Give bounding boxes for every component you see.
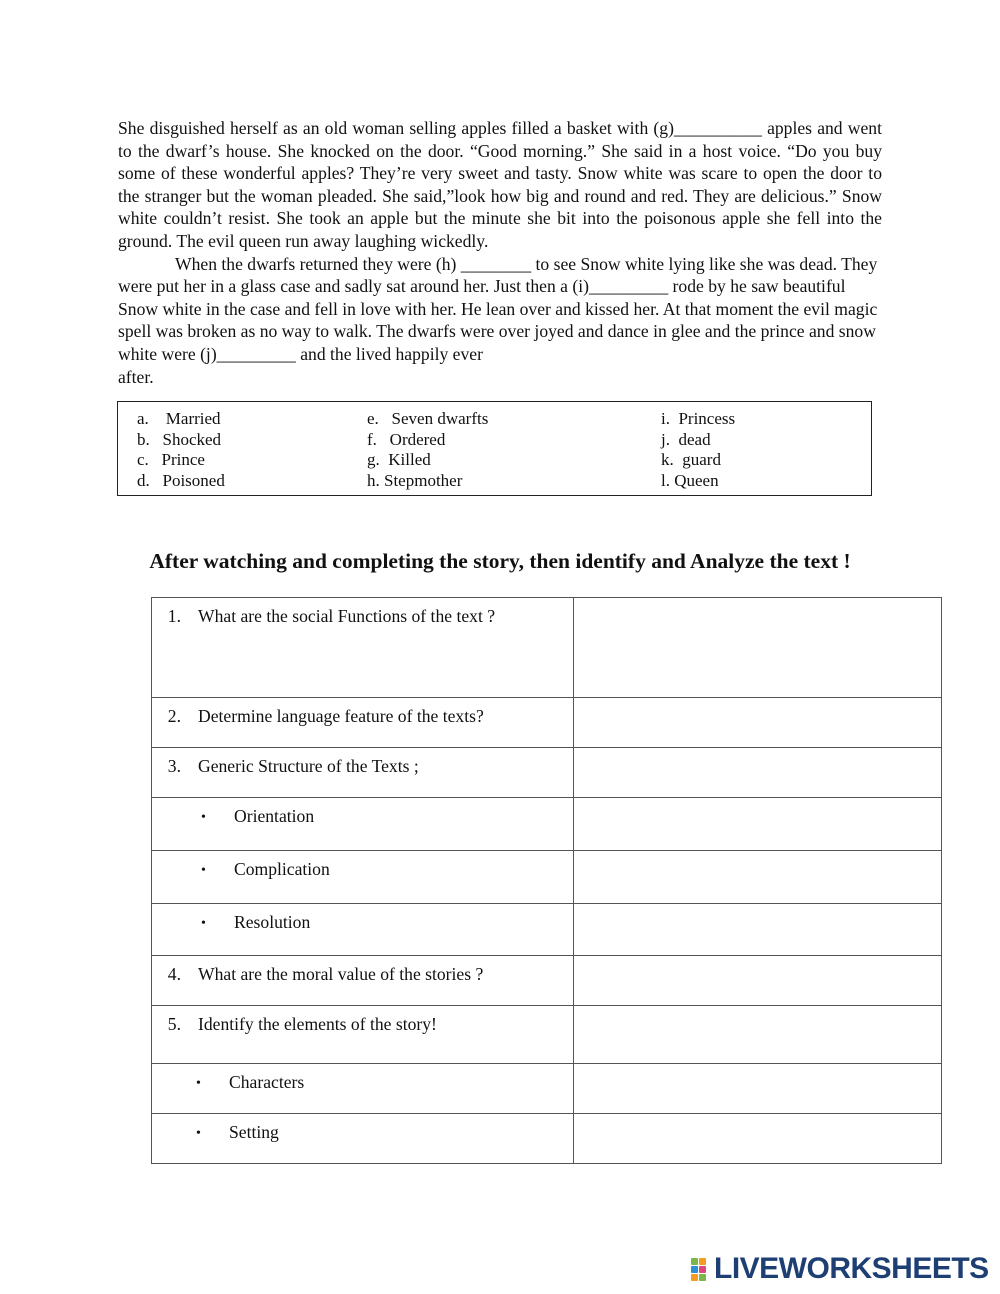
table-row	[152, 1114, 942, 1164]
table-row	[152, 598, 942, 698]
bullet-icon: •	[196, 1126, 201, 1141]
option-a: a. Married	[137, 409, 221, 428]
answer-cell[interactable]	[574, 1064, 942, 1114]
answer-cell[interactable]	[574, 904, 942, 956]
story-paragraph-1: She disguished herself as an old woman selling apples filled a basket with (g)__________ apples and went to the dwarf’s house. She knocked on the door. “Good morning.” She said in a host voice. “Do you buy some of these wonderful apples? They’re very sweet and tasty. Snow white was scare to open the door to the stranger but the woman pleaded. She said,”look how big and round and red. They are delicious.” Snow white couldn’t resist. She took an apple but the minute she bit into the poisonous apple she fell into the ground. The evil queen run away laughing wickedly.	[118, 118, 882, 251]
question-number: 4.	[167, 964, 181, 984]
logo-block	[699, 1266, 706, 1273]
answer-cell[interactable]	[574, 1006, 942, 1064]
table-row	[152, 748, 942, 798]
option-f: f. Ordered	[367, 429, 446, 449]
answer-cell[interactable]	[574, 956, 942, 1006]
answer-cell[interactable]	[574, 851, 942, 904]
question-cell	[152, 851, 574, 904]
question-cell	[152, 1064, 574, 1114]
story-paragraph-2: When the dwarfs returned they were (h) ________ to see Snow white lying like she was dead. They were put her in a glass case and sadly sat around her. Just then a (i)_________ rode by he saw beautiful Snow white in the case and fell in love with her. He lean over and kissed her. At that moment the evil magic spell was broken as no way to walk. The dwarfs were over joyed and dance in glee and the prince and snow white were (j)_________ and the lived happily ever	[118, 253, 878, 364]
option-j: j. dead	[661, 429, 711, 449]
word-options-box	[117, 401, 872, 496]
logo-block	[691, 1266, 698, 1273]
question-cell	[152, 904, 574, 956]
liveworksheets-logo	[691, 1254, 989, 1284]
table-row	[152, 1006, 942, 1064]
table-row	[152, 851, 942, 904]
logo-block	[691, 1274, 698, 1281]
live-blocks-icon	[691, 1256, 711, 1282]
table-row	[152, 1064, 942, 1114]
logo-block	[699, 1274, 706, 1281]
bullet-icon: •	[201, 810, 206, 825]
question-cell	[152, 598, 574, 698]
option-d: d. Poisoned	[137, 471, 225, 491]
question-text: Characters	[229, 1072, 305, 1092]
answer-cell[interactable]	[574, 598, 942, 698]
question-text: Determine language feature of the texts?	[198, 706, 484, 726]
option-k: k. guard	[661, 450, 721, 470]
bullet-icon: •	[201, 863, 206, 878]
story-text	[118, 117, 882, 388]
question-cell	[152, 698, 574, 748]
options-column-2	[367, 409, 488, 492]
question-number: 5.	[167, 1014, 181, 1034]
question-number: 3.	[167, 756, 181, 776]
question-cell	[152, 748, 574, 798]
question-text: Identify the elements of the story!	[198, 1014, 437, 1034]
option-g: g. Killed	[367, 450, 431, 470]
story-paragraph-3: after.	[118, 366, 154, 387]
option-i: i. Princess	[661, 409, 736, 428]
question-text: Setting	[229, 1122, 279, 1142]
table-row	[152, 698, 942, 748]
answer-cell[interactable]	[574, 748, 942, 798]
question-number: 2.	[167, 706, 181, 726]
logo-block	[691, 1258, 698, 1265]
question-text: What are the moral value of the stories ?	[198, 964, 484, 984]
question-text: Generic Structure of the Texts ;	[198, 756, 419, 776]
question-cell	[152, 956, 574, 1006]
question-text: Complication	[234, 859, 330, 879]
question-number: 1.	[167, 606, 181, 626]
options-column-3	[661, 409, 735, 492]
option-l: l. Queen	[661, 471, 719, 491]
section-heading: After watching and completing the story, then identify and Analyze the text !	[149, 549, 851, 573]
answer-cell[interactable]	[574, 1114, 942, 1164]
option-h: h. Stepmother	[367, 471, 463, 491]
question-text: Orientation	[234, 806, 315, 826]
question-text: Resolution	[234, 912, 311, 932]
question-cell	[152, 1114, 574, 1164]
table-row	[152, 798, 942, 851]
logo-wordmark: LIVEWORKSHEETS	[714, 1252, 989, 1285]
question-cell	[152, 1006, 574, 1064]
question-text: What are the social Functions of the text ?	[198, 606, 496, 626]
answer-cell[interactable]	[574, 698, 942, 748]
bullet-icon: •	[196, 1076, 201, 1091]
option-c: c. Prince	[137, 450, 205, 470]
answer-cell[interactable]	[574, 798, 942, 851]
option-e: e. Seven dwarfts	[367, 409, 489, 428]
options-column-1	[137, 409, 225, 492]
table-row	[152, 956, 942, 1006]
question-cell	[152, 798, 574, 851]
option-b: b. Shocked	[137, 429, 222, 449]
bullet-icon: •	[201, 916, 206, 931]
table-row	[152, 904, 942, 956]
logo-block	[699, 1258, 706, 1265]
analysis-table	[151, 597, 942, 1164]
